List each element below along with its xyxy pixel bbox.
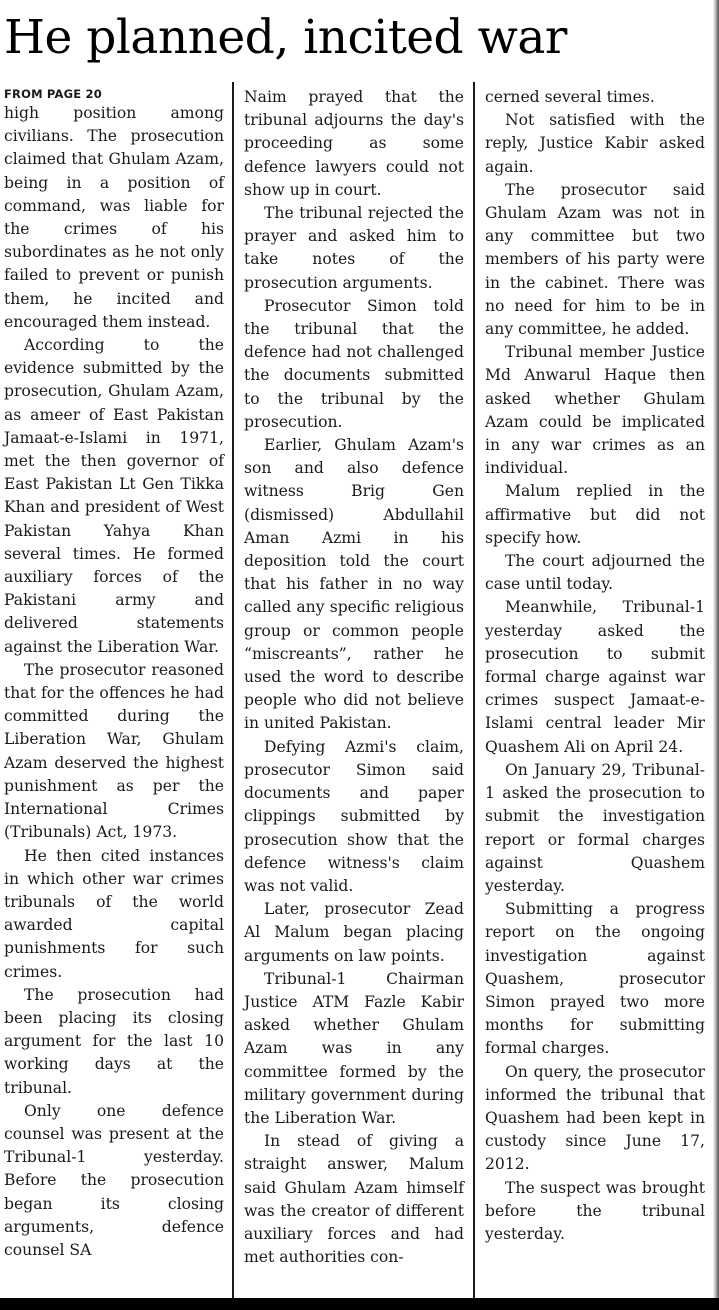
paragraph: Earlier, Ghulam Azam's son and also defence witness Brig Gen (dismissed) Abdullahil Aman Azmi in his deposition told the court that his father in no way called any specific religious group or common people “miscreants”, rather he used the word to describe people who did not believe in united Pakistan. — [244, 436, 464, 733]
paragraph: The tribunal rejected the prayer and asked him to take notes of the prosecution arguments. — [244, 204, 464, 292]
article-column-1 — [4, 86, 224, 1262]
paragraph: Not satisfied with the reply, Justice Kabir asked again. — [485, 111, 705, 176]
article-column-2 — [244, 86, 464, 1269]
paragraph: According to the evidence submitted by the prosecution, Ghulam Azam, as ameer of East Pakistan Jamaat-e-Islami in 1971, met the then governor of East Pakistan Lt Gen Tikka Khan and president of West Pakistan Yahya Khan several times. He formed auxiliary forces of the Pakistani army and delivered statements against the Liberation War. — [4, 336, 224, 656]
paragraph: He then cited instances in which other war crimes tribunals of the world awarded capital punishments for such crimes. — [4, 846, 224, 981]
paragraph: The prosecutor reasoned that for the offences he had committed during the Liberation War, Ghulam Azam deserved the highest punishment as per the International Crimes (Tribunals) Act, 1973. — [4, 660, 224, 842]
paragraph: Naim prayed that the tribunal adjourns the day's proceeding as some defence lawyers could not show up in court. — [244, 88, 464, 199]
paragraph: Tribunal member Justice Md Anwarul Haque then asked whether Ghulam Azam could be implicated in any war crimes as an individual. — [485, 343, 705, 478]
paragraph: The prosecution had been placing its closing argument for the last 10 working days at the tribunal. — [4, 985, 224, 1097]
headline: He planned, incited war — [4, 10, 567, 65]
paragraph: Tribunal-1 Chairman Justice ATM Fazle Kabir asked whether Ghulam Azam was in any committee formed by the military government during the Liberation War. — [244, 969, 464, 1127]
paragraph: Submitting a progress report on the ongoing investigation against Quashem, prosecutor Simon prayed two more months for submitting formal charges. — [485, 900, 705, 1058]
paragraph: In stead of giving a straight answer, Malum said Ghulam Azam himself was the creator of different auxiliary forces and had met authorities con- — [244, 1132, 464, 1267]
column-rule — [473, 82, 475, 1300]
paragraph: The suspect was brought before the tribunal yesterday. — [485, 1178, 705, 1243]
paragraph: The prosecutor said Ghulam Azam was not in any committee but two members of his party were in the cabinet. There was no need for him to be in any committee, he added. — [485, 180, 705, 339]
paragraph: high position among civilians. The prosecution claimed that Ghulam Azam, being in a position of command, was liable for the crimes of his subordinates as he not only failed to prevent or punish them, he incited and encouraged them instead. — [4, 104, 224, 331]
paragraph: On query, the prosecutor informed the tribunal that Quashem had been kept in custody since June 17, 2012. — [485, 1062, 705, 1174]
paragraph: Only one defence counsel was present at the Tribunal-1 yesterday. Before the prosecution began its closing arguments, defence counsel SA — [4, 1101, 224, 1259]
paragraph: Malum replied in the affirmative but did not specify how. — [485, 482, 705, 547]
paragraph: Meanwhile, Tribunal-1 yesterday asked the prosecution to submit formal charge against war crimes suspect Jamaat-e-Islami central leader Mir Quashem Ali on April 24. — [485, 598, 705, 756]
paragraph: Prosecutor Simon told the tribunal that the defence had not challenged the documents submitted to the tribunal by the prosecution. — [244, 296, 464, 431]
article-column-3 — [485, 86, 705, 1246]
scan-edge-shadow — [713, 0, 719, 1310]
paragraph: Defying Azmi's claim, prosecutor Simon said documents and paper clippings submitted by prosecution show that the defence witness's claim was not valid. — [244, 737, 464, 895]
paragraph: The court adjourned the case until today. — [485, 552, 705, 594]
paragraph: On January 29, Tribunal-1 asked the prosecution to submit the investigation report or formal charges against Quashem yesterday. — [485, 760, 705, 895]
column-rule — [232, 82, 234, 1300]
scan-bottom-border — [0, 1298, 719, 1310]
paragraph: cerned several times. — [485, 88, 655, 106]
jump-label: FROM PAGE 20 — [4, 87, 102, 101]
paragraph: Later, prosecutor Zead Al Malum began placing arguments on law points. — [244, 900, 464, 965]
